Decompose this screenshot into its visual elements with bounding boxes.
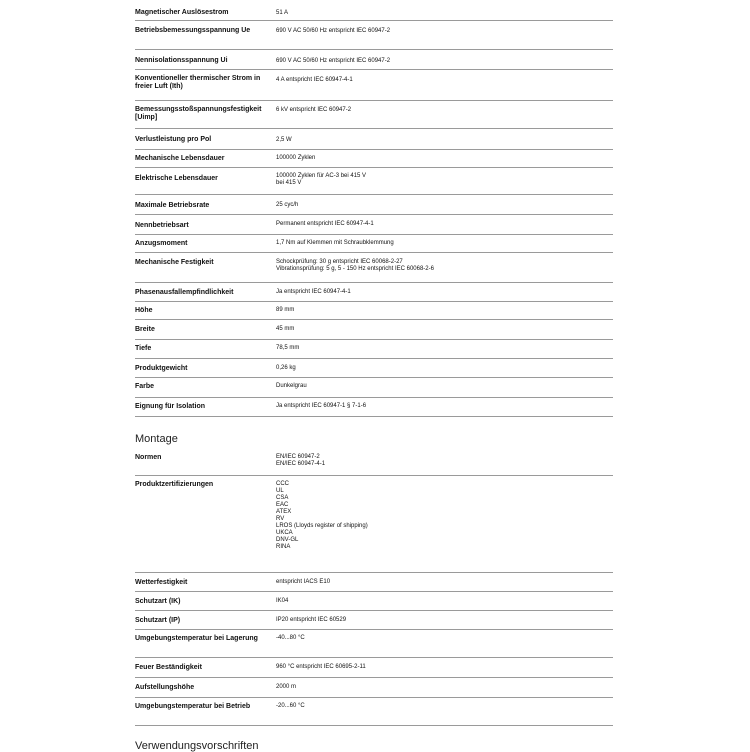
table-row [135,215,613,235]
table-row [135,101,613,129]
row-label: Höhe [135,307,153,314]
table-row [135,283,613,302]
table-row [135,658,613,678]
row-value: entspricht IACS E10 [276,579,331,585]
row-value: Dunkelgrau [276,383,307,389]
table-row [135,359,613,378]
table-row [135,195,613,215]
table-row [135,320,613,340]
table-row [135,573,613,592]
row-label: Aufstellungshöhe [135,684,195,691]
row-label: Eignung für Isolation [135,403,205,410]
row-value: 25 cyc/h [276,202,299,208]
table-row [135,678,613,698]
table-row [135,129,613,150]
table-row [135,302,613,320]
row-value: EN/IEC 60947-2 EN/IEC 60947-4-1 [276,454,326,467]
row-value: Permanent entspricht IEC 60947-4-1 [276,221,374,227]
table-row [135,611,613,630]
row-value: 1,7 Nm auf Klemmen mit Schraubklemmung [276,240,394,246]
table-row [135,150,613,168]
table-row [135,50,613,70]
row-label: Maximale Betriebsrate [135,202,210,209]
table-row [135,398,613,417]
row-value: 78,5 mm [276,345,300,351]
table-row [135,4,613,21]
row-label: Produktgewicht [135,365,188,372]
row-label: Wetterfestigkeit [135,579,188,586]
row-value: 45 mm [276,326,295,332]
row-label: Mechanische Festigkeit [135,259,214,266]
row-value: Ja entspricht IEC 60947-1 § 7-1-6 [276,403,367,409]
row-label: Mechanische Lebensdauer [135,155,225,162]
table-row [135,378,613,398]
row-label: Umgebungstemperatur bei Betrieb [135,703,251,710]
table-row [135,698,613,726]
row-value: 690 V AC 50/60 Hz entspricht IEC 60947-2 [276,28,391,34]
row-value: 100000 Zyklen [276,155,316,161]
row-label: Normen [135,454,162,461]
row-value: Schockprüfung: 30 g entspricht IEC 60068-2-27 Vibrationsprüfung: 5 g, 5 - 150 Hz entspricht IEC 60068-2-6 [276,259,434,272]
row-value: -40...80 °C [276,635,305,641]
row-value: Ja entspricht IEC 60947-4-1 [276,289,351,295]
row-value: 89 mm [276,307,295,313]
row-label: Verlustleistung pro Pol [135,136,212,143]
row-value: 100000 Zyklen für AC-3 bei 415 V bei 415 V [276,173,367,186]
row-label: Farbe [135,383,155,390]
row-label: Magnetischer Auslösestrom [135,9,229,16]
row-label: Nennisolationsspannung Ui [135,57,228,64]
row-label: Elektrische Lebensdauer [135,175,218,182]
table-row [135,592,613,611]
row-label: Breite [135,326,155,333]
table-row [135,476,613,573]
row-label: Produktzertifizierungen [135,481,214,488]
row-label: Schutzart (IK) [135,598,181,605]
row-value: 6 kV entspricht IEC 60947-2 [276,107,352,113]
row-value: 4 A entspricht IEC 60947-4-1 [276,77,353,83]
table-row [135,235,613,253]
table-row [135,630,613,658]
row-label: Tiefe [135,345,152,352]
row-value: CCC UL CSA EAC ATEX RV LROS (Lloyds register of shipping) UKCA DNV-GL RINA [276,481,368,550]
row-label: Nennbetriebsart [135,222,189,229]
row-label: Phasenausfallempfindlichkeit [135,289,234,296]
table-row [135,70,613,101]
table-row [135,449,613,476]
table-row [135,253,613,283]
row-value: 2,5 W [276,137,292,143]
section-title-montage: Montage [135,433,178,445]
row-label: Bemessungsstoßspannungsfestigkeit [Uimp] [135,106,262,121]
section-title-next: Verwendungsvorschriften [135,740,259,752]
row-value: 0,26 kg [276,365,296,371]
row-value: 2000 m [276,684,297,690]
table-row [135,21,613,50]
row-label: Konventioneller thermischer Strom in freier Luft (Ith) [135,75,261,90]
row-label: Feuer Beständigkeit [135,664,202,671]
row-value: IK04 [276,598,289,604]
row-label: Umgebungstemperatur bei Lagerung [135,635,258,642]
table-row [135,340,613,359]
row-value: 960 °C entspricht IEC 60695-2-11 [276,664,366,670]
table-row [135,168,613,195]
row-value: 690 V AC 50/60 Hz entspricht IEC 60947-2 [276,58,391,64]
row-value: 51 A [276,10,289,16]
row-value: IP20 entspricht IEC 60529 [276,617,347,623]
row-label: Schutzart (IP) [135,617,181,624]
row-label: Betriebsbemessungsspannung Ue [135,27,251,34]
row-label: Anzugsmoment [135,240,188,247]
row-value: -20...60 °C [276,703,305,709]
